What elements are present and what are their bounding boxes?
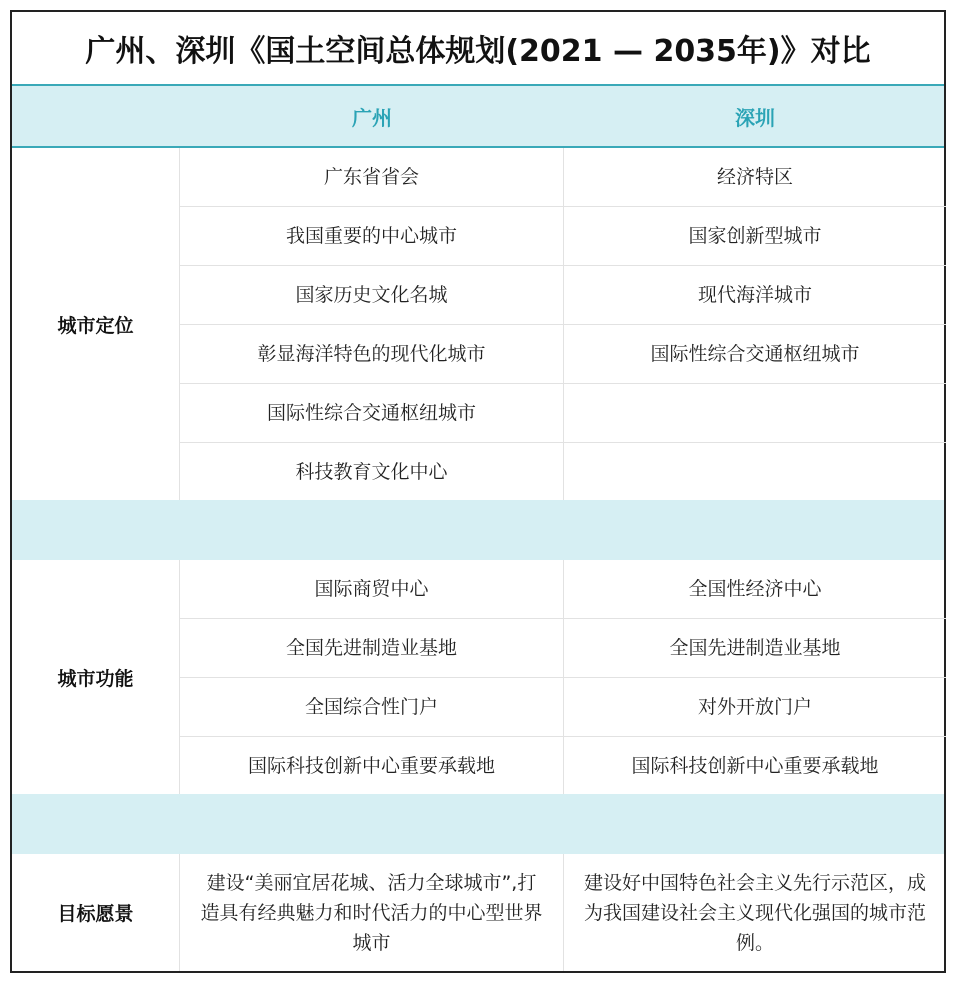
table-header: [12, 86, 944, 148]
vision-guangzhou: 建设“美丽宜居花城、活力全球城市”,打造具有经典魅力和时代活力的中心型世界城市: [200, 871, 543, 954]
page-title: 广州、深圳《国土空间总体规划(2021 — 2035年)》对比: [12, 12, 944, 86]
comparison-table: [10, 10, 946, 973]
table-cell: 科技教育文化中心: [180, 443, 564, 500]
table-cell: 国际性综合交通枢纽城市: [180, 384, 564, 443]
table-cell: 经济特区: [564, 148, 946, 207]
table-cell: 现代海洋城市: [564, 266, 946, 325]
section-city-function: [12, 560, 944, 794]
table-cell: 国家创新型城市: [564, 207, 946, 266]
section-divider: [12, 794, 944, 854]
table-cell: 全国综合性门户: [180, 678, 564, 737]
section-label: 城市定位: [12, 148, 180, 500]
table-cell: 彰显海洋特色的现代化城市: [180, 325, 564, 384]
section-vision: [12, 854, 944, 971]
table-cell: 对外开放门户: [564, 678, 946, 737]
column-header-guangzhou: 广州: [352, 105, 392, 130]
table-cell: 全国先进制造业基地: [564, 619, 946, 678]
table-cell: 全国先进制造业基地: [180, 619, 564, 678]
table-cell: 广东省省会: [180, 148, 564, 207]
table-cell: 国际商贸中心: [180, 560, 564, 619]
column-header-shenzhen: 深圳: [735, 105, 775, 130]
table-cell: [564, 854, 946, 971]
table-cell: 全国性经济中心: [564, 560, 946, 619]
table-cell: [180, 854, 564, 971]
table-cell: 国际性综合交通枢纽城市: [564, 325, 946, 384]
table-cell: [564, 443, 946, 500]
vision-shenzhen: 建设好中国特色社会主义先行示范区，成为我国建设社会主义现代化强国的城市范例。: [583, 871, 926, 954]
table-cell: 国家历史文化名城: [180, 266, 564, 325]
table-cell: 国际科技创新中心重要承载地: [631, 754, 879, 777]
section-city-positioning: [12, 148, 944, 500]
table-cell: [564, 384, 946, 443]
section-label: 城市功能: [12, 560, 180, 794]
table-cell: 国际科技创新中心重要承载地: [180, 737, 564, 794]
section-divider: [12, 500, 944, 560]
table-cell: 我国重要的中心城市: [180, 207, 564, 266]
section-label: 目标愿景: [12, 854, 180, 971]
